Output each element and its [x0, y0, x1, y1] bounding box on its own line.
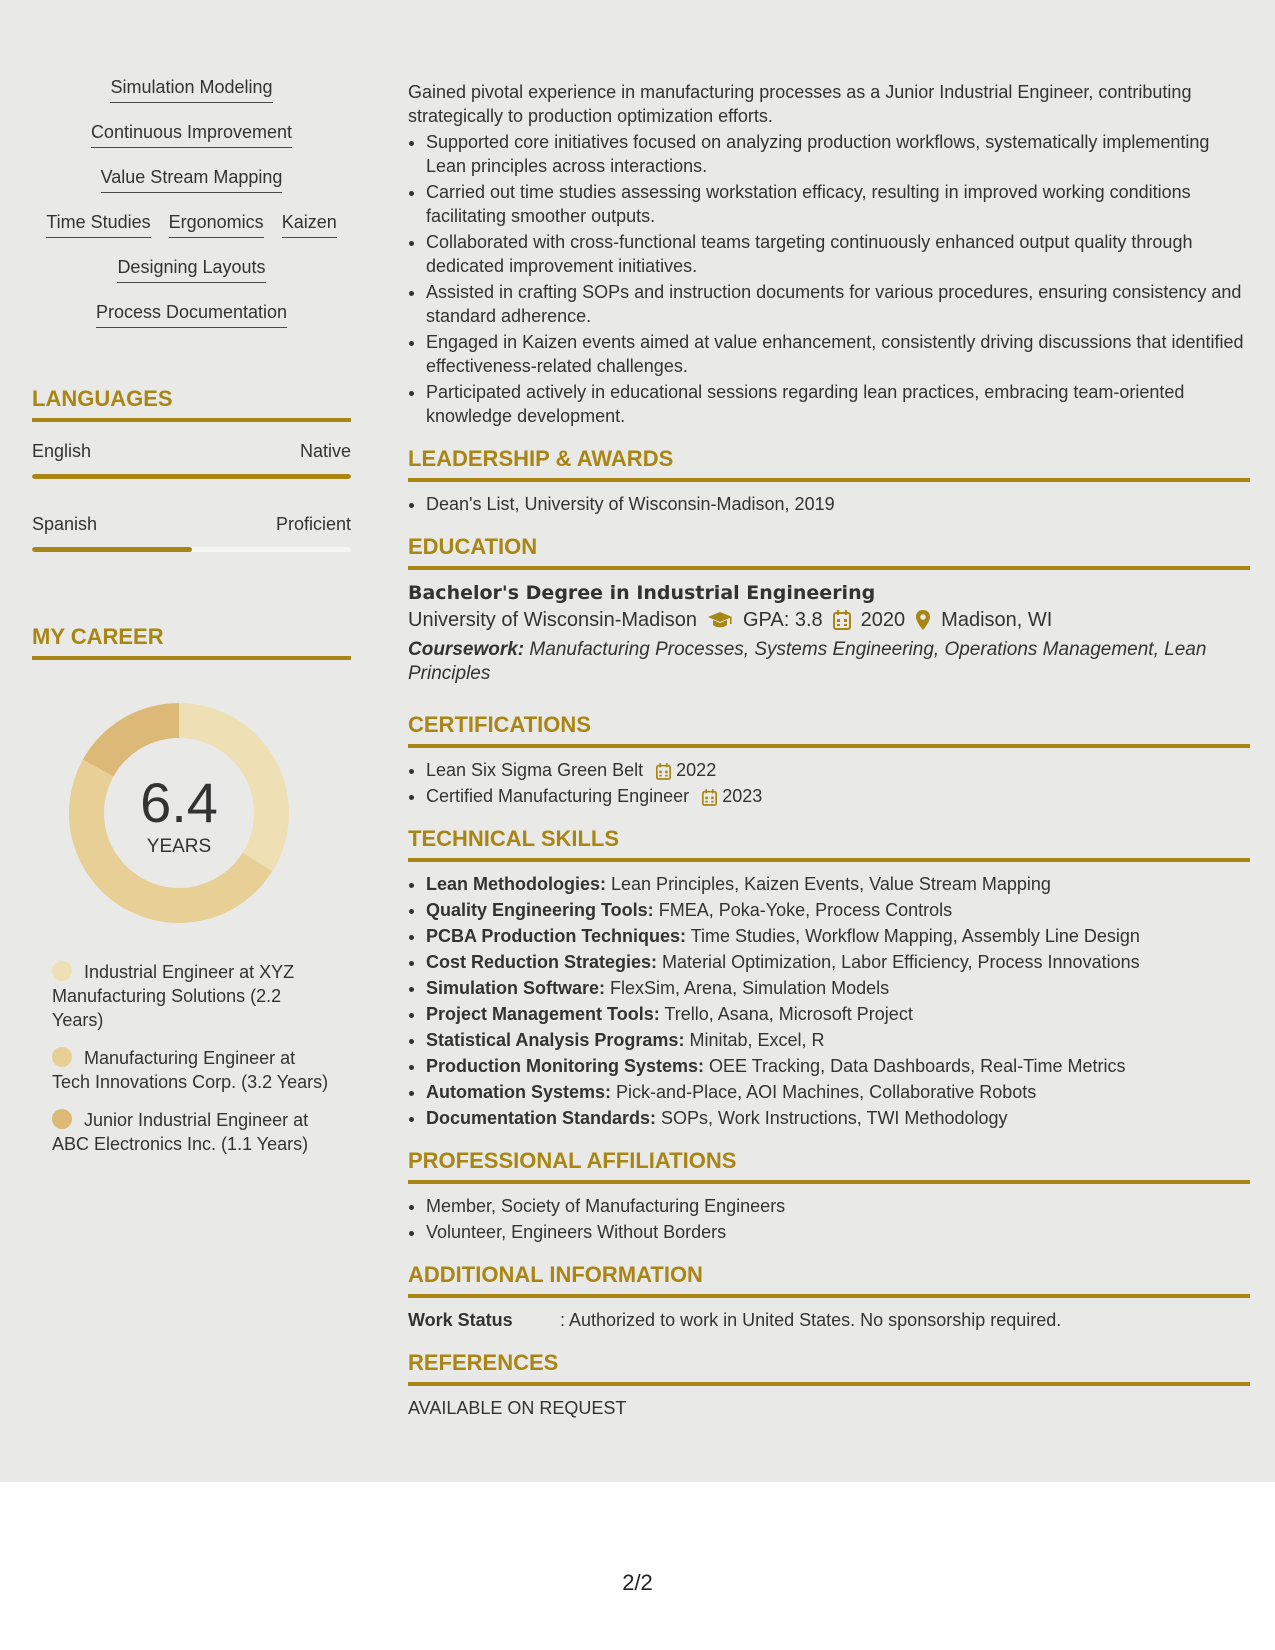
language-level: Proficient	[275, 514, 351, 534]
gpa: GPA: 3.8	[742, 609, 823, 631]
skill-tag: Simulation Modeling	[110, 76, 272, 103]
certification-year: 2022	[676, 760, 717, 780]
technical-skill-item	[426, 1054, 1250, 1078]
technical-skill-value: OEE Tracking, Data Dashboards, Real-Time Metrics	[709, 1056, 1126, 1076]
technical-skill-label: Lean Methodologies:	[426, 874, 606, 894]
skill-tag: Designing Layouts	[117, 256, 265, 283]
work-status-row	[408, 1308, 1250, 1332]
page-number: 2/2	[622, 1570, 653, 1595]
certifications-list	[408, 758, 1250, 808]
career-donut-chart	[66, 700, 292, 926]
certification-item	[426, 758, 1250, 782]
leadership-section	[408, 446, 1250, 516]
technical-skill-item	[426, 1002, 1250, 1026]
experience-bullet: • Supported core initiatives focused on analyzing production workflows, systematically implementing Lean principles across interactions.	[426, 130, 1250, 178]
language-name: English	[32, 441, 92, 461]
coursework	[408, 638, 1250, 686]
experience-bullet: • Participated actively in educational sessions regarding lean practices, embracing team-oriented knowledge development.	[426, 380, 1250, 428]
affiliation-item: • Volunteer, Engineers Without Borders	[426, 1220, 1250, 1244]
degree-title: Bachelor's Degree in Industrial Engineering	[408, 582, 876, 604]
technical-skill-label: Simulation Software:	[426, 978, 606, 998]
graduation-year: 2020	[860, 609, 906, 631]
certification-year: 2023	[722, 786, 763, 806]
affiliations-title: PROFESSIONAL AFFILIATIONS	[408, 1148, 1250, 1184]
technical-skill-label: Production Monitoring Systems:	[426, 1056, 705, 1076]
technical-skill-label: Documentation Standards:	[426, 1108, 657, 1128]
calendar-icon	[833, 610, 851, 630]
coursework-label: Coursework:	[408, 639, 525, 660]
technical-skill-item	[426, 1106, 1250, 1130]
calendar-icon	[702, 789, 717, 806]
skill-tag: Time Studies	[46, 211, 150, 238]
language-bar-fill	[32, 474, 351, 479]
legend-item	[52, 960, 331, 1032]
technical-skill-label: Quality Engineering Tools:	[426, 900, 654, 920]
skills-tags	[32, 76, 351, 346]
certifications-title: CERTIFICATIONS	[408, 712, 1250, 748]
experience-bullet: • Engaged in Kaizen events aimed at value enhancement, consistently driving discussions that identified effectiveness-related challenges.	[426, 330, 1250, 378]
skill-row	[101, 166, 283, 211]
experience-bullet: • Assisted in crafting SOPs and instruction documents for various procedures, ensuring consistency and standard adherence.	[426, 280, 1250, 328]
career-title: MY CAREER	[32, 624, 351, 660]
career-donut	[32, 700, 351, 940]
technical-skill-value: FlexSim, Arena, Simulation Models	[610, 978, 890, 998]
technical-skill-item	[426, 872, 1250, 896]
graduation-cap-icon	[707, 611, 733, 629]
calendar-icon	[656, 763, 671, 780]
references-section	[408, 1350, 1250, 1420]
technical-skill-label: PCBA Production Techniques:	[426, 926, 687, 946]
legend-item	[52, 1108, 331, 1156]
technical-skill-value: Lean Principles, Kaizen Events, Value Stream Mapping	[611, 874, 1051, 894]
skill-tag: Ergonomics	[169, 211, 264, 238]
legend-item	[52, 1046, 331, 1094]
technical-skill-value: SOPs, Work Instructions, TWI Methodology	[661, 1108, 1008, 1128]
skill-row	[96, 301, 287, 346]
affiliations-list	[408, 1194, 1250, 1244]
coursework-list: Manufacturing Processes, Systems Engineering, Operations Management, Lean Principles	[408, 639, 1207, 684]
skill-row	[110, 76, 272, 121]
technical-skill-label: Automation Systems:	[426, 1082, 612, 1102]
skill-row	[117, 256, 265, 301]
technical-skill-item	[426, 898, 1250, 922]
language-bar	[32, 474, 351, 479]
language-row	[32, 440, 351, 462]
legend-label: Junior Industrial Engineer at ABC Electronics Inc. (1.1 Years)	[52, 1110, 309, 1154]
left-column	[32, 76, 351, 1170]
language-bar-fill	[32, 547, 192, 552]
technical-skill-label: Statistical Analysis Programs:	[426, 1030, 685, 1050]
affiliation-item: • Member, Society of Manufacturing Engineers	[426, 1194, 1250, 1218]
technical-skill-value: Trello, Asana, Microsoft Project	[664, 1004, 913, 1024]
language-row	[32, 513, 351, 535]
legend-label: Industrial Engineer at XYZ Manufacturing Solutions (2.2 Years)	[52, 962, 295, 1030]
language-name: Spanish	[32, 514, 98, 534]
skill-tag: Kaizen	[282, 211, 337, 238]
skill-tag: Continuous Improvement	[91, 121, 292, 148]
technical-skill-item	[426, 1080, 1250, 1104]
legend-dot	[52, 961, 72, 981]
technical-skill-value: Minitab, Excel, R	[689, 1030, 825, 1050]
career-legend	[32, 960, 351, 1156]
technical-skills-title: TECHNICAL SKILLS	[408, 826, 1250, 862]
technical-skill-value: Material Optimization, Labor Efficiency, Process Innovations	[662, 952, 1140, 972]
leadership-item: • Dean's List, University of Wisconsin-Madison, 2019	[426, 492, 1250, 516]
experience-intro: Gained pivotal experience in manufacturing processes as a Junior Industrial Engineer, contributing strategically to production optimization efforts.	[408, 82, 1192, 126]
technical-skill-label: Cost Reduction Strategies:	[426, 952, 658, 972]
career-total: 6.4	[140, 771, 218, 834]
skill-tag: Process Documentation	[96, 301, 287, 328]
work-status-label: Work Status	[408, 1310, 513, 1330]
certification-name: Lean Six Sigma Green Belt	[426, 760, 644, 780]
leadership-title: LEADERSHIP & AWARDS	[408, 446, 1250, 482]
experience-bullet: • Carried out time studies assessing workstation efficacy, resulting in improved working conditions facilitating smoother outputs.	[426, 180, 1250, 228]
donut-slice	[83, 703, 179, 777]
work-status-value: : Authorized to work in United States. No sponsorship required.	[560, 1310, 1062, 1330]
technical-skills-section	[408, 826, 1250, 1130]
school-location: Madison, WI	[941, 609, 1053, 631]
language-bar	[32, 547, 351, 552]
skill-tag: Value Stream Mapping	[101, 166, 283, 193]
legend-dot	[52, 1047, 72, 1067]
certification-name: Certified Manufacturing Engineer	[426, 786, 690, 806]
education-title: EDUCATION	[408, 534, 1250, 570]
education-section	[408, 534, 1250, 686]
experience-bullets	[408, 130, 1250, 428]
legend-label: Manufacturing Engineer at Tech Innovations Corp. (3.2 Years)	[52, 1048, 329, 1092]
technical-skill-item	[426, 976, 1250, 1000]
technical-skill-item	[426, 924, 1250, 948]
certification-item	[426, 784, 1250, 808]
skill-row	[46, 211, 336, 256]
career-unit: YEARS	[146, 836, 212, 857]
technical-skill-item	[426, 950, 1250, 974]
right-column	[408, 80, 1250, 1420]
school-name: University of Wisconsin-Madison	[408, 609, 697, 631]
experience-section	[408, 80, 1250, 428]
language-level: Native	[299, 441, 351, 461]
references-text: AVAILABLE ON REQUEST	[408, 1398, 627, 1418]
languages-section	[32, 386, 351, 552]
technical-skill-value: FMEA, Poka-Yoke, Process Controls	[658, 900, 953, 920]
location-pin-icon	[915, 609, 931, 631]
legend-dot	[52, 1109, 72, 1129]
additional-section	[408, 1262, 1250, 1332]
additional-title: ADDITIONAL INFORMATION	[408, 1262, 1250, 1298]
technical-skill-item	[426, 1028, 1250, 1052]
affiliations-section	[408, 1148, 1250, 1244]
education-meta	[408, 606, 1250, 634]
skill-row	[91, 121, 292, 166]
leadership-list	[408, 492, 1250, 516]
career-section	[32, 624, 351, 1156]
technical-skill-value: Pick-and-Place, AOI Machines, Collaborative Robots	[616, 1082, 1037, 1102]
technical-skills-list	[408, 872, 1250, 1130]
languages-title: LANGUAGES	[32, 386, 351, 422]
technical-skill-value: Time Studies, Workflow Mapping, Assembly Line Design	[690, 926, 1140, 946]
certifications-section	[408, 712, 1250, 808]
experience-bullet: • Collaborated with cross-functional teams targeting continuously enhanced output quality through dedicated improvement initiatives.	[426, 230, 1250, 278]
references-title: REFERENCES	[408, 1350, 1250, 1386]
technical-skill-label: Project Management Tools:	[426, 1004, 660, 1024]
